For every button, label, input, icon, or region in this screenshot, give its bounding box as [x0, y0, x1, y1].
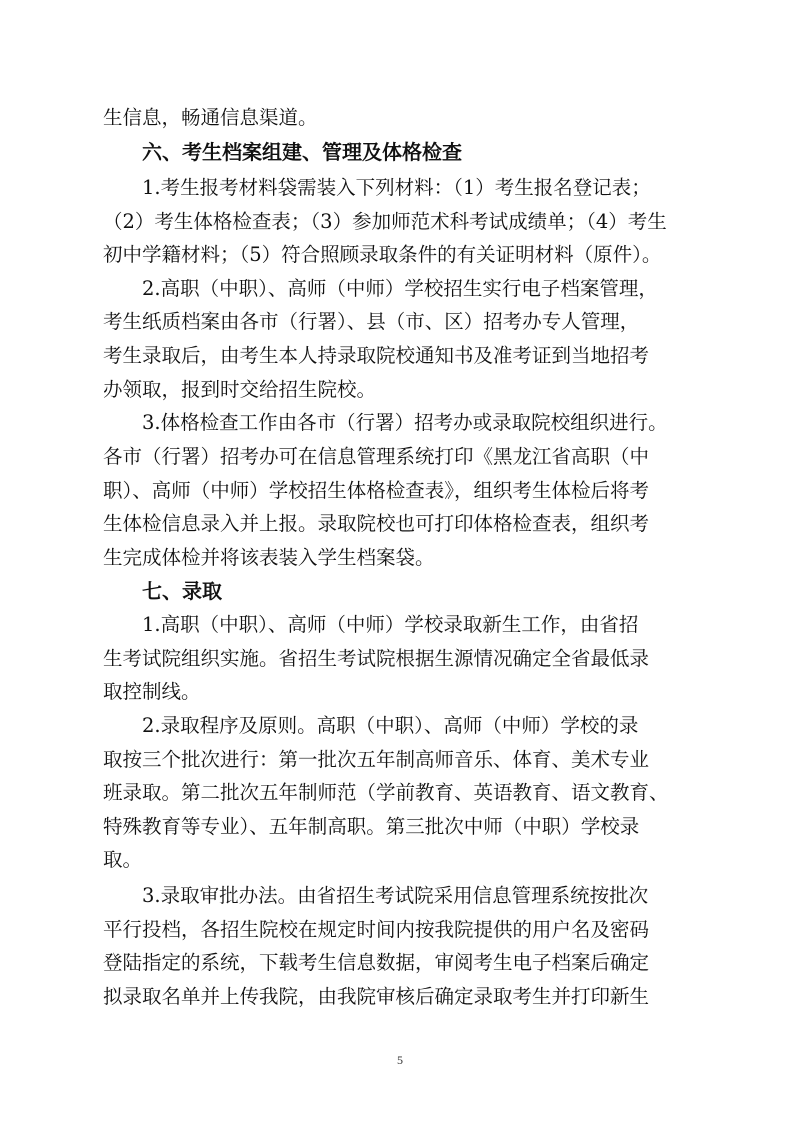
body-line: 特殊教育等专业）、五年制高职。第三批次中师（中职）学校录 [103, 815, 640, 838]
body-line: 2.录取程序及原则。高职（中职）、高师（中师）学校的录 [142, 714, 639, 737]
body-line: 3.体格检查工作由各市（行署）招考办或录取院校组织进行。 [142, 411, 668, 434]
body-line: 拟录取名单并上传我院，由我院审核后确定录取考生并打印新生 [103, 985, 650, 1008]
body-line: 职）、高师（中师）学校招生体格检查表》，组织考生体检后将考 [103, 479, 650, 502]
body-line: 取按三个批次进行：第一批次五年制高师音乐、体育、美术专业 [103, 748, 650, 771]
body-line: 生信息，畅通信息渠道。 [103, 106, 318, 129]
body-line: 生考试院组织实施。省招生考试院根据生源情况确定全省最低录 [103, 647, 650, 670]
body-line: 平行投档，各招生院校在规定时间内按我院提供的用户名及密码 [103, 918, 650, 941]
page-number: 5 [397, 1053, 403, 1067]
section-heading-6: 六、考生档案组建、管理及体格检查 [142, 140, 462, 164]
body-line: 3.录取审批办法。由省招生考试院采用信息管理系统按批次 [142, 884, 649, 907]
body-line: 取。 [103, 848, 143, 871]
body-line: 1.高职（中职）、高师（中师）学校录取新生工作，由省招 [142, 613, 639, 636]
body-line: 初中学籍材料；（5）符合照顾录取条件的有关证明材料（原件）。 [103, 243, 662, 266]
body-line: 生完成体检并将该表装入学生档案袋。 [103, 546, 435, 569]
body-line: 登陆指定的系统，下载考生信息数据，审阅考生电子档案后确定 [103, 951, 650, 974]
body-line: 取控制线。 [103, 680, 201, 703]
body-line: （2）考生体格检查表；（3）参加师范术科考试成绩单；（4）考生 [103, 210, 667, 233]
body-line: 2.高职（中职）、高师（中师）学校招生实行电子档案管理， [142, 277, 658, 300]
body-line: 考生录取后，由考生本人持录取院校通知书及准考证到当地招考 [103, 344, 650, 367]
body-line: 各市（行署）招考办可在信息管理系统打印《黑龙江省高职（中 [103, 445, 650, 468]
body-line: 考生纸质档案由各市（行署）、县（市、区）招考办专人管理， [103, 310, 640, 333]
body-line: 班录取。第二批次五年制师范（学前教育、英语教育、语文教育、 [103, 781, 669, 804]
body-line: 生体检信息录入并上报。录取院校也可打印体格检查表，组织考 [103, 512, 650, 535]
body-line: 办领取，报到时交给招生院校。 [103, 378, 377, 401]
section-heading-7: 七、录取 [142, 579, 222, 603]
body-line: 1.考生报考材料袋需装入下列材料：（1）考生报名登记表； [142, 176, 651, 199]
